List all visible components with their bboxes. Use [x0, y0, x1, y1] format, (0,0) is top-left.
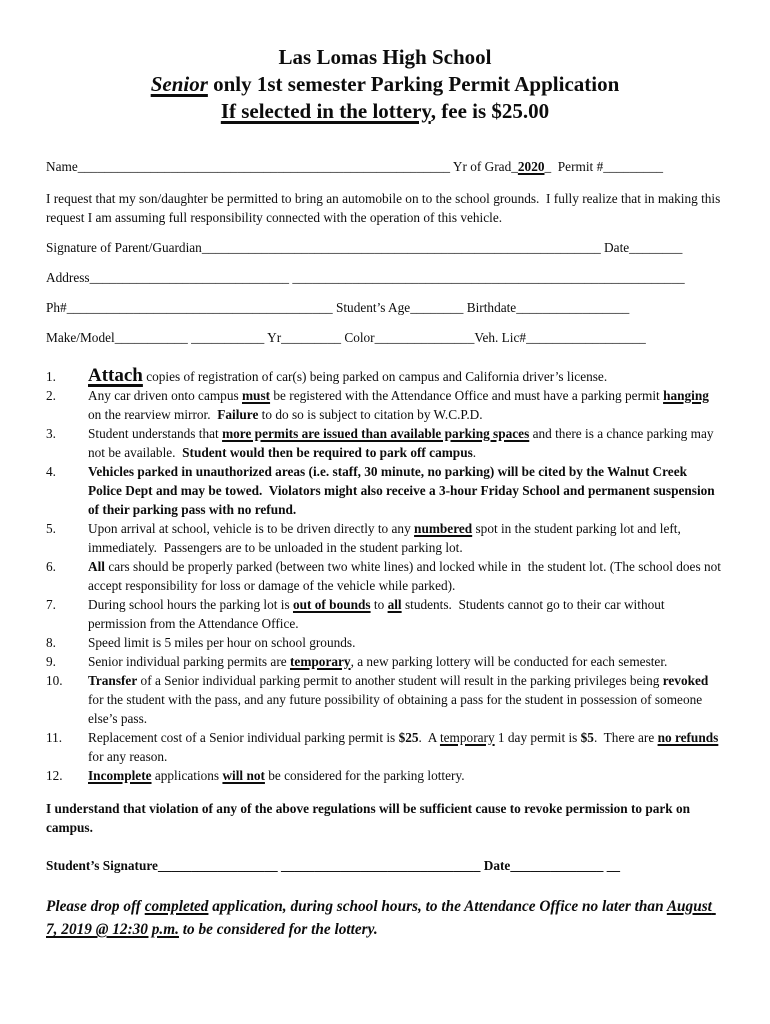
fee-notice-segment: , fee is $25.00 [430, 99, 550, 123]
text-segment: Vehicles parked in unauthorized areas (i.e. staff, 30 minute, no parking) will be cited by the Walnut Creek Police Dept and may be towed. Violators might also receive a 3-hour Friday School and permanent suspension of their parking pass with no refund. [88, 464, 719, 517]
text-segment: application, during school hours, to the Attendance Office no later than [208, 898, 667, 915]
text-segment: cars should be properly parked (between two white lines) and locked while in the student lot. (The school does not accept responsibility for loss or damage of the vehicle while parked). [88, 559, 725, 593]
name-row [46, 157, 724, 176]
year-blank[interactable]: _________ [281, 330, 341, 345]
birthdate-blank[interactable]: _________________ [516, 300, 630, 315]
text-segment: for the student with the pass, and any future possibility of obtaining a pass for the student in possession of someone else’s pass. [88, 673, 712, 726]
rule-item [46, 595, 724, 633]
text-segment: will not [222, 768, 265, 783]
phone-label: Ph# [46, 300, 67, 315]
rule-item [46, 728, 724, 766]
rule-text [88, 766, 724, 785]
rule-number: 5. [46, 521, 56, 536]
rule-number: 9. [46, 654, 56, 669]
text-segment: to do so is subject to citation by W.C.P.D. [258, 407, 483, 422]
rule-number: 2. [46, 388, 56, 403]
rule-item [46, 557, 724, 595]
text-segment: completed [144, 898, 209, 915]
text-segment: on the rearview mirror. [88, 388, 713, 422]
text-segment: . [472, 445, 477, 460]
text-segment: out of bounds [292, 597, 371, 612]
rules-list [46, 367, 724, 785]
student-signature-row [46, 856, 724, 875]
address-blank[interactable]: ______________________________ ___________________________________________________________ [89, 270, 685, 285]
student-signature-blank[interactable]: __________________ [157, 858, 278, 873]
fee-notice [46, 98, 724, 125]
violation-notice: I understand that violation of any of the above regulations will be sufficient cause to revoke permission to park on campus. [46, 801, 694, 835]
text-segment: applications [151, 768, 223, 783]
address-label: Address [46, 270, 90, 285]
title-segment: Senior [150, 72, 208, 96]
text-segment: be registered with the Attendance Office and must have a parking permit [270, 388, 664, 403]
rule-text [88, 595, 724, 633]
drop-off-notice [46, 895, 724, 941]
rule-number: 1. [46, 369, 56, 384]
address-row [46, 268, 724, 287]
application-title [46, 71, 724, 98]
fee-notice-segment: If selected in the lottery [220, 99, 431, 123]
rule-item [46, 386, 724, 424]
rule-item [46, 766, 724, 785]
vehicle-license-blank[interactable]: __________________ [526, 330, 646, 345]
rule-number: 3. [46, 426, 56, 441]
text-segment: Student understands that [88, 426, 223, 441]
phone-blank[interactable]: ________________________________________ [66, 300, 333, 315]
parent-signature-blank[interactable]: ____________________________________________________________ [201, 240, 601, 255]
text-segment: revoked [662, 673, 709, 688]
rule-item [46, 424, 724, 462]
rule-item [46, 633, 724, 652]
rule-text [88, 728, 724, 766]
text-segment: numbered [414, 521, 473, 536]
text-segment: and there is a chance parking may not be available. [88, 426, 717, 460]
text-segment: students. Students cannot go to their car without permission from the Attendance Office. [88, 597, 668, 631]
form-header [46, 44, 724, 125]
vehicle-license-label: Veh. Lic# [474, 330, 527, 345]
text-segment: Incomplete [88, 768, 152, 783]
text-segment: copies of registration of car(s) being parked on campus and California driver’s license. [142, 369, 608, 384]
text-segment: of a Senior individual parking permit to another student will result in the parking privileges being [137, 673, 663, 688]
grad-year-tail: _ [544, 159, 552, 174]
rule-item [46, 671, 724, 728]
text-segment: for any reason. [88, 730, 722, 764]
rule-text [88, 633, 724, 652]
date-blank[interactable]: ________ [629, 240, 683, 255]
rule-number: 10. [46, 673, 63, 688]
permit-number-blank[interactable]: _________ [603, 159, 664, 174]
permit-number-label: Permit # [551, 159, 604, 174]
rule-item [46, 519, 724, 557]
parent-signature-label: Signature of Parent/Guardian [46, 240, 202, 255]
rule-text [88, 652, 724, 671]
rule-number: 12. [46, 768, 63, 783]
date-blank-tail: __ [603, 858, 621, 873]
date-label: Date [480, 858, 511, 873]
text-segment: Student would then be required to park off campus [182, 445, 473, 460]
rule-text [88, 519, 724, 557]
text-segment: temporary [439, 730, 495, 745]
rule-text [88, 557, 724, 595]
text-segment: Attach [88, 365, 143, 386]
school-name: Las Lomas High School [278, 45, 492, 69]
color-label: Color [341, 330, 375, 345]
birthdate-label: Birthdate [463, 300, 517, 315]
year-label: Yr [264, 330, 282, 345]
text-segment: Failure [217, 407, 259, 422]
name-field-blank[interactable]: ________________________________________________________ [77, 159, 451, 174]
date-label: Date [600, 240, 630, 255]
text-segment: more permits are issued than available parking spaces [222, 426, 530, 441]
rule-text [88, 462, 724, 519]
phone-row [46, 298, 724, 317]
student-signature-label: Student’s Signature [46, 858, 158, 873]
make-model-blank[interactable]: ___________ ___________ [114, 330, 265, 345]
rule-number: 11. [46, 730, 63, 745]
text-segment: $5 [580, 730, 594, 745]
text-segment: temporary [290, 654, 351, 669]
rule-number: 7. [46, 597, 56, 612]
text-segment: , a new parking lottery will be conducted for each semester. [350, 654, 668, 669]
text-segment: to [370, 597, 388, 612]
grad-year-label: Yr of Grad_ [450, 159, 518, 174]
rule-item [46, 367, 724, 386]
rule-number: 4. [46, 464, 56, 479]
parent-signature-row [46, 238, 724, 257]
rule-text [88, 367, 724, 386]
rule-item [46, 652, 724, 671]
text-segment: 1 day permit is [494, 730, 581, 745]
rule-number: 8. [46, 635, 56, 650]
vehicle-row [46, 328, 724, 347]
title-segment: only 1st semester Parking Permit Application [207, 72, 620, 96]
text-segment: . There are [593, 730, 658, 745]
text-segment: During school hours the parking lot is [88, 597, 293, 612]
rule-item [46, 462, 724, 519]
text-segment: be considered for the parking lottery. [264, 768, 465, 783]
text-segment: to be considered for the lottery. [178, 921, 378, 938]
text-segment: Senior individual parking permits are [88, 654, 290, 669]
text-segment: Please drop off [46, 898, 145, 915]
color-blank[interactable]: _______________ [374, 330, 475, 345]
make-model-label: Make/Model [46, 330, 115, 345]
student-age-label: Student’s Age [332, 300, 411, 315]
text-segment: Replacement cost of a Senior individual parking permit is [88, 730, 399, 745]
text-segment: hanging [663, 388, 709, 403]
text-segment: all [387, 597, 402, 612]
text-segment: no refunds [657, 730, 719, 745]
text-segment: spot in the student parking lot and left, immediately. Passengers are to be unloaded in the student parking lot. [88, 521, 685, 555]
rule-text [88, 671, 724, 728]
text-segment: must [241, 388, 271, 403]
date-blank[interactable]: ______________ [510, 858, 604, 873]
text-segment: August 7, 2019 @ 12:30 p.m. [46, 898, 716, 938]
text-segment: . A [418, 730, 440, 745]
text-segment: Transfer [88, 673, 138, 688]
text-segment: Speed limit is 5 miles per hour on school grounds. [88, 635, 356, 650]
text-segment: $25 [398, 730, 419, 745]
rule-text [88, 424, 724, 462]
student-age-blank[interactable]: ________ [410, 300, 464, 315]
text-segment: Upon arrival at school, vehicle is to be driven directly to any [88, 521, 415, 536]
name-label: Name [46, 159, 78, 174]
request-paragraph: I request that my son/daughter be permitted to bring an automobile on to the school grounds. I fully realize that in making this request I am assuming full responsibility connected with the operation of this vehicle. [46, 191, 724, 225]
grad-year-value: 2020 [517, 159, 545, 174]
text-segment: Any car driven onto campus [88, 388, 242, 403]
text-segment: All [88, 559, 105, 574]
rule-text [88, 386, 724, 424]
student-signature-blank[interactable]: ______________________________ [280, 858, 481, 873]
rule-number: 6. [46, 559, 56, 574]
